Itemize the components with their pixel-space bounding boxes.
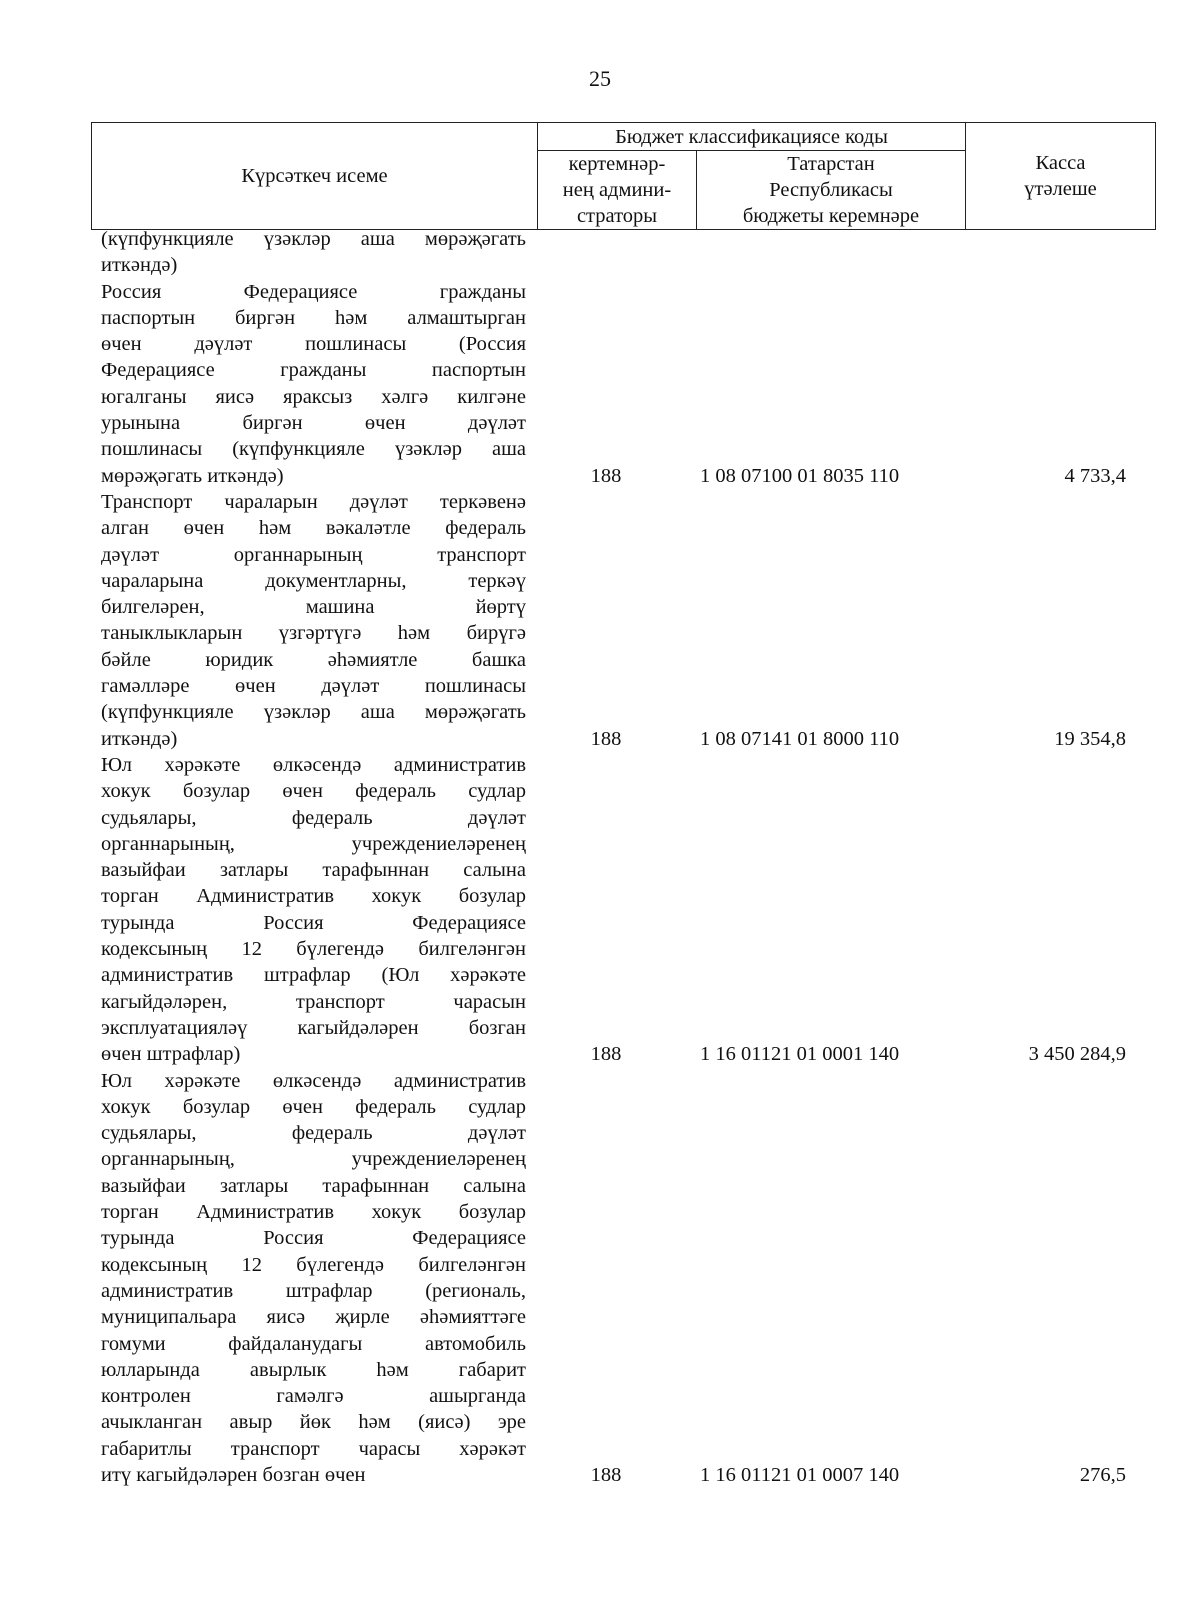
- page-number: 25: [589, 66, 611, 91]
- description-line: административ штрафлар (региональ,: [101, 1279, 526, 1302]
- description-line: гамәлләре өчен дәүләт пошлинасы: [101, 675, 526, 698]
- row-admin-code: 188: [590, 727, 622, 750]
- row-cash-value: 19 354,8: [1054, 727, 1126, 750]
- description-line: торган Административ хокук бозулар: [101, 885, 526, 908]
- description-line: вазыйфаи затлары тарафыннан салына: [101, 1174, 526, 1197]
- description-line: итү кагыйдәләрен бозган өчен: [101, 1464, 366, 1487]
- description-line: Юл хәрәкәте өлкәсендә административ: [101, 754, 526, 776]
- description-line: судьялары, федераль дәүләт: [101, 1122, 526, 1145]
- description-line: (күпфункцияле үзәкләр аша мөрәҗәгать: [101, 228, 526, 250]
- row-description: [101, 226, 526, 279]
- header-cash-line: үтәлеше: [1024, 178, 1097, 200]
- row-description: [101, 752, 526, 1068]
- description-line: турында Россия Федерациясе: [101, 1227, 526, 1250]
- description-line: паспортын биргән һәм алмаштырган: [101, 306, 526, 329]
- header-admin-line: страторы: [576, 205, 658, 227]
- header-cash-line: Касса: [1035, 152, 1086, 174]
- header-budget-classification: Бюджет классификациясе коды: [538, 123, 966, 151]
- row-description: [101, 1068, 526, 1489]
- description-line: кагыйдәләрен, транспорт чарасын: [101, 990, 526, 1013]
- table-row: [0, 226, 1200, 279]
- description-line: билгеләрен, машина йөртү: [101, 596, 526, 619]
- header-budget-line: Республикасы: [769, 179, 893, 201]
- description-line: кодексының 12 бүлегендә билгеләнгән: [101, 938, 526, 961]
- description-line: Транспорт чараларын дәүләт теркәвенә: [101, 491, 526, 513]
- description-line: гомуми файдаланудагы автомобиль: [101, 1332, 526, 1355]
- description-line: Россия Федерациясе гражданы: [101, 280, 526, 303]
- description-line: торган Административ хокук бозулар: [101, 1201, 526, 1224]
- row-cash-value: 276,5: [1079, 1464, 1126, 1487]
- row-admin-code: 188: [590, 1464, 622, 1487]
- description-line: муниципальара яисә җирле әһәмияттәге: [101, 1306, 526, 1329]
- description-line: дәүләт органнарының транспорт: [101, 543, 526, 566]
- header-admin-line: нең админи-: [562, 179, 672, 201]
- description-line: контролен гамәлгә ашырганда: [101, 1385, 526, 1408]
- table-row: [0, 279, 1200, 489]
- description-line: кодексының 12 бүлегендә билгеләнгән: [101, 1253, 526, 1276]
- table-row: [0, 489, 1200, 752]
- description-line: Федерациясе гражданы паспортын: [101, 359, 526, 382]
- description-line: Юл хәрәкәте өлкәсендә административ: [101, 1069, 526, 1092]
- row-description: [101, 279, 526, 489]
- description-line: эксплуатацияләү кагыйдәләрен бозган: [101, 1016, 526, 1039]
- description-line: иткәндә): [101, 727, 178, 750]
- description-line: чараларына документларны, теркәү: [101, 569, 526, 592]
- header-admin-line: кертемнәр-: [568, 153, 666, 175]
- header-budget-line: бюджеты керемнәре: [742, 205, 920, 227]
- description-line: габаритлы транспорт чарасы хәрәкәт: [101, 1437, 526, 1460]
- description-line: административ штрафлар (Юл хәрәкәте: [101, 964, 526, 987]
- description-line: (күпфункцияле үзәкләр аша мөрәҗәгать: [101, 701, 526, 724]
- description-line: юлларында авырлык һәм габарит: [101, 1358, 526, 1381]
- row-budget-code: 1 08 07141 01 8000 110: [700, 727, 900, 750]
- row-budget-code: 1 08 07100 01 8035 110: [700, 464, 900, 487]
- row-budget-code: 1 16 01121 01 0007 140: [700, 1464, 900, 1487]
- row-budget-code: 1 16 01121 01 0001 140: [700, 1043, 900, 1066]
- description-line: ачыкланган авыр йөк һәм (яисә) эре: [101, 1411, 526, 1434]
- description-line: өчен штрафлар): [101, 1043, 241, 1066]
- description-line: вазыйфаи затлары тарафыннан салына: [101, 859, 526, 882]
- description-line: пошлинасы (күпфункцияле үзәкләр аша: [101, 438, 526, 461]
- description-line: югалганы яисә яраксыз хәлгә килгәне: [101, 385, 526, 408]
- description-line: иткәндә): [101, 254, 178, 277]
- description-line: мөрәҗәгать иткәндә): [101, 464, 284, 487]
- row-cash-value: 3 450 284,9: [1028, 1043, 1126, 1066]
- description-line: турында Россия Федерациясе: [101, 911, 526, 934]
- description-line: хокук бозулар өчен федераль судлар: [101, 1095, 526, 1118]
- table-row: [0, 752, 1200, 1068]
- row-admin-code: 188: [590, 464, 622, 487]
- header-budget-line: Татарстан: [787, 153, 875, 175]
- description-line: органнарының, учреждениеләренең: [101, 1148, 526, 1171]
- description-line: хокук бозулар өчен федераль судлар: [101, 780, 526, 803]
- row-admin-code: 188: [590, 1043, 622, 1066]
- description-line: судьялары, федераль дәүләт: [101, 806, 526, 829]
- description-line: бәйле юридик әһәмиятле башка: [101, 648, 526, 671]
- table-row: [0, 1068, 1200, 1489]
- description-line: таныклыкларын үзгәртүгә һәм бирүгә: [101, 622, 526, 645]
- header-name-column: Күрсәткеч исеме: [92, 123, 538, 230]
- row-description: [101, 489, 526, 752]
- header-cash-column: [966, 123, 1156, 230]
- table-header: [91, 122, 1156, 230]
- description-line: алган өчен һәм вәкаләтле федераль: [101, 517, 526, 540]
- header-admin-column: [538, 151, 697, 230]
- description-line: урынына биргән өчен дәүләт: [101, 412, 526, 435]
- header-budget-column: [697, 151, 966, 230]
- row-cash-value: 4 733,4: [1064, 464, 1126, 487]
- description-line: органнарының, учреждениеләренең: [101, 832, 526, 855]
- description-line: өчен дәүләт пошлинасы (Россия: [101, 333, 526, 356]
